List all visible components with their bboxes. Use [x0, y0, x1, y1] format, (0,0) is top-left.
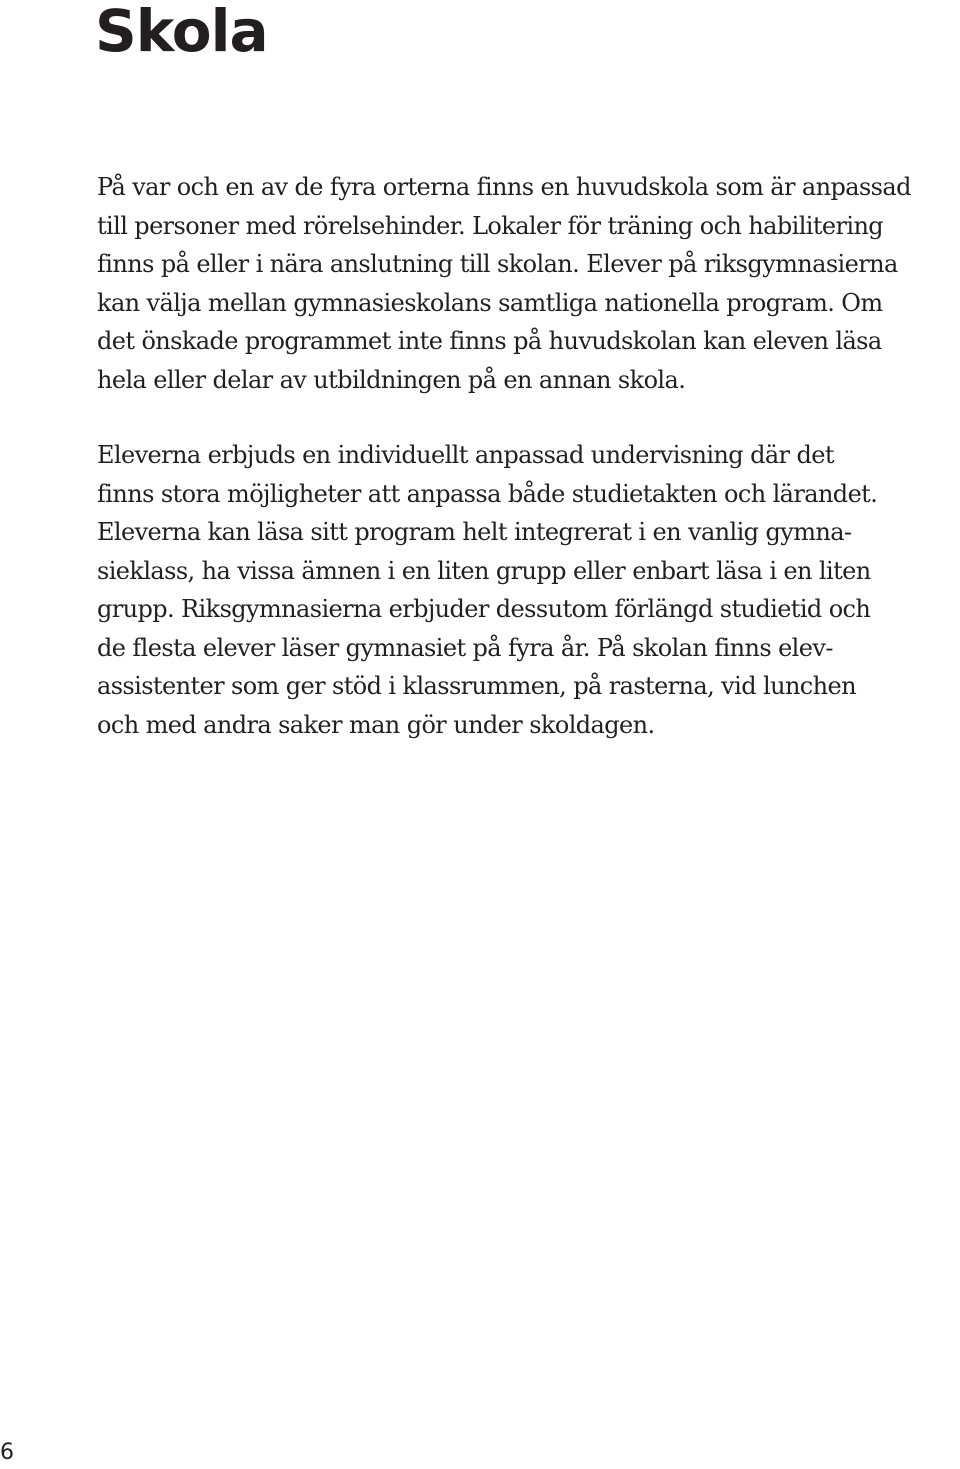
text-line: till personer med rörelsehinder. Lokaler för träning och habilitering	[97, 211, 884, 240]
paragraph-2	[97, 436, 957, 744]
text-line: finns på eller i nära anslutning till skolan. Elever på riksgymnasierna	[97, 250, 898, 278]
text-line: de flesta elever läser gymnasiet på fyra år. På skolan finns elev-	[97, 633, 833, 662]
text-line: det önskade programmet inte finns på huvudskolan kan eleven läsa	[97, 327, 882, 355]
text-line: grupp. Riksgymnasierna erbjuder dessutom förlängd studietid och	[97, 595, 871, 623]
text-line: assistenter som ger stöd i klassrummen, på rasterna, vid lunchen	[97, 672, 856, 700]
page-title: Skola	[95, 0, 268, 65]
paragraph-1	[97, 168, 957, 399]
page-number: 6	[0, 1440, 14, 1465]
text-line: Eleverna kan läsa sitt program helt integrerat i en vanlig gymna-	[97, 518, 852, 546]
text-line: Eleverna erbjuds en individuellt anpassad undervisning där det	[97, 441, 834, 469]
text-line: På var och en av de fyra orterna finns en huvudskola som är anpassad	[97, 173, 911, 201]
text-line: hela eller delar av utbildningen på en annan skola.	[97, 365, 686, 394]
text-line: kan välja mellan gymnasieskolans samtliga nationella program. Om	[97, 288, 883, 317]
text-line: och med andra saker man gör under skoldagen.	[97, 710, 655, 739]
text-line: sieklass, ha vissa ämnen i en liten grupp eller enbart läsa i en liten	[97, 556, 871, 585]
text-line: finns stora möjligheter att anpassa både studietakten och lärandet.	[97, 479, 878, 508]
